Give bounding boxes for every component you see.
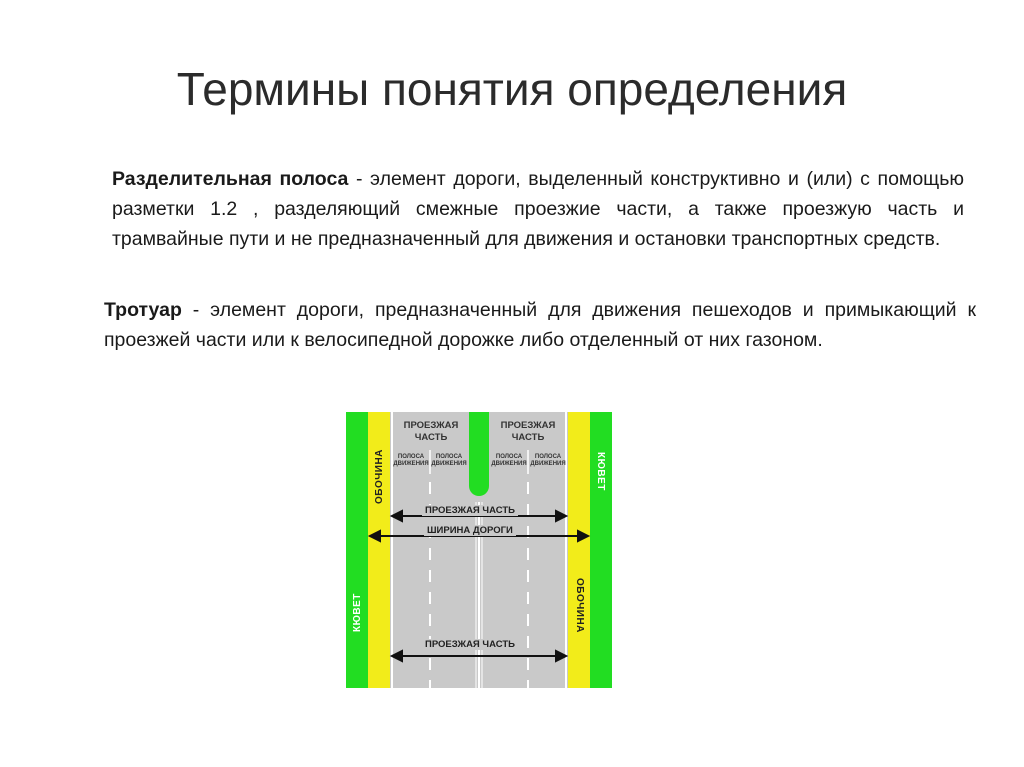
definition-sidewalk <box>104 295 976 355</box>
carriageway-dimension-label: ПРОЕЗЖАЯ ЧАСТЬ <box>422 505 518 516</box>
term-dividing-strip: Разделительная полоса <box>112 168 349 190</box>
lane-label-2: ПОЛОСА ДВИЖЕНИЯ <box>431 454 467 467</box>
road-width-dimension-label: ШИРИНА ДОРОГИ <box>424 525 516 536</box>
lane-label-3: ПОЛОСА ДВИЖЕНИЯ <box>491 454 527 467</box>
term-sidewalk: Тротуар <box>104 299 182 321</box>
definition-text-dividing-strip: - элемент дороги, выделенный конструктивно и (или) с помощью разметки 1.2 , разделяющий смежные проезжие части, а также проезжую часть и трамвайные пути и не предназначенный для движения и остановки транспортных средств. <box>112 168 964 250</box>
shoulder-left-label: ОБОЧИНА <box>374 449 385 504</box>
ditch-right-label: КЮВЕТ <box>595 452 606 491</box>
carriageway-left-label: ПРОЕЗЖАЯ ЧАСТЬ <box>403 420 459 443</box>
definition-text-sidewalk: - элемент дороги, предназначенный для движения пешеходов и примыкающий к проезжей части или к велосипедной дорожке либо отделенный от них газоном. <box>104 299 976 351</box>
carriageway-bottom-dimension-label: ПРОЕЗЖАЯ ЧАСТЬ <box>422 639 518 650</box>
shoulder-right-label: ОБОЧИНА <box>574 578 585 633</box>
lane-label-4: ПОЛОСА ДВИЖЕНИЯ <box>530 454 566 467</box>
ditch-left-label: КЮВЕТ <box>352 593 363 632</box>
road-diagram <box>346 412 612 688</box>
carriageway-right-label: ПРОЕЗЖАЯ ЧАСТЬ <box>500 420 556 443</box>
definition-dividing-strip <box>112 164 964 254</box>
lane-label-1: ПОЛОСА ДВИЖЕНИЯ <box>393 454 429 467</box>
page-title: Термины понятия определения <box>176 63 848 115</box>
